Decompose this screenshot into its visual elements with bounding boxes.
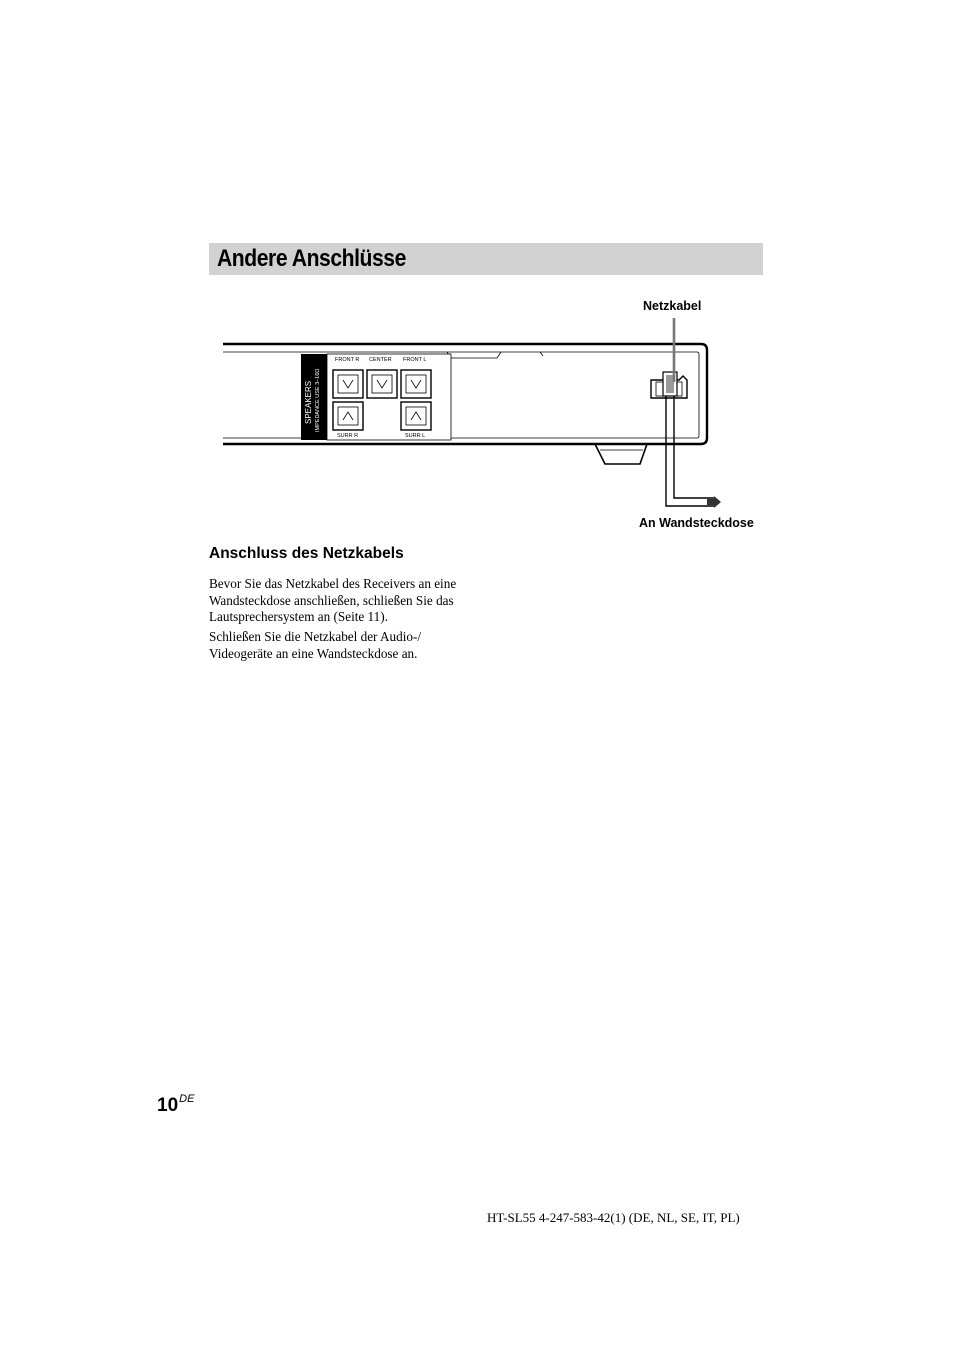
panel-title: SPEAKERS [304, 380, 313, 424]
paragraph-1: Bevor Sie das Netzkabel des Receivers an eine Wandsteckdose anschließen, schließen Sie das Lautsprechersystem an (Seite 11). [209, 576, 457, 625]
paragraph-1-block [209, 576, 499, 626]
label-surr-l: SURR L [405, 433, 426, 439]
page-number-value: 10 [157, 1095, 179, 1116]
panel-subtitle: IMPEDANCE USE 3–16Ω [315, 368, 321, 432]
title-bar [209, 243, 763, 275]
page-number [157, 1095, 194, 1117]
section-heading: Anschluss des Netzkabels [209, 545, 404, 562]
speaker-terminal-front-r [333, 370, 363, 398]
page-title: Andere Anschlüsse [217, 245, 406, 272]
receiver-connection-diagram [215, 296, 775, 536]
page-number-suffix: DE [179, 1093, 195, 1105]
label-center: CENTER [369, 357, 392, 363]
label-surr-r: SURR R [337, 433, 359, 439]
paragraph-2-block [209, 629, 449, 662]
speaker-terminal-front-l [401, 370, 431, 398]
label-front-l: FRONT L [403, 357, 427, 363]
callout-netzkabel: Netzkabel [643, 299, 702, 313]
receiver-rear-panel-illustration [215, 296, 775, 536]
speaker-terminal-center [367, 370, 397, 398]
speaker-terminal-surr-r [333, 402, 363, 430]
paragraph-2: Schließen Sie die Netzkabel der Audio-/ Videogeräte an eine Wandsteckdose an. [209, 629, 422, 661]
footer-model-code: HT-SL55 4-247-583-42(1) (DE, NL, SE, IT, PL) [487, 1210, 740, 1225]
power-cable [663, 372, 721, 508]
label-front-r: FRONT R [335, 357, 360, 363]
speaker-terminal-surr-l [401, 402, 431, 430]
callout-wandsteckdose: An Wandsteckdose [639, 516, 754, 530]
